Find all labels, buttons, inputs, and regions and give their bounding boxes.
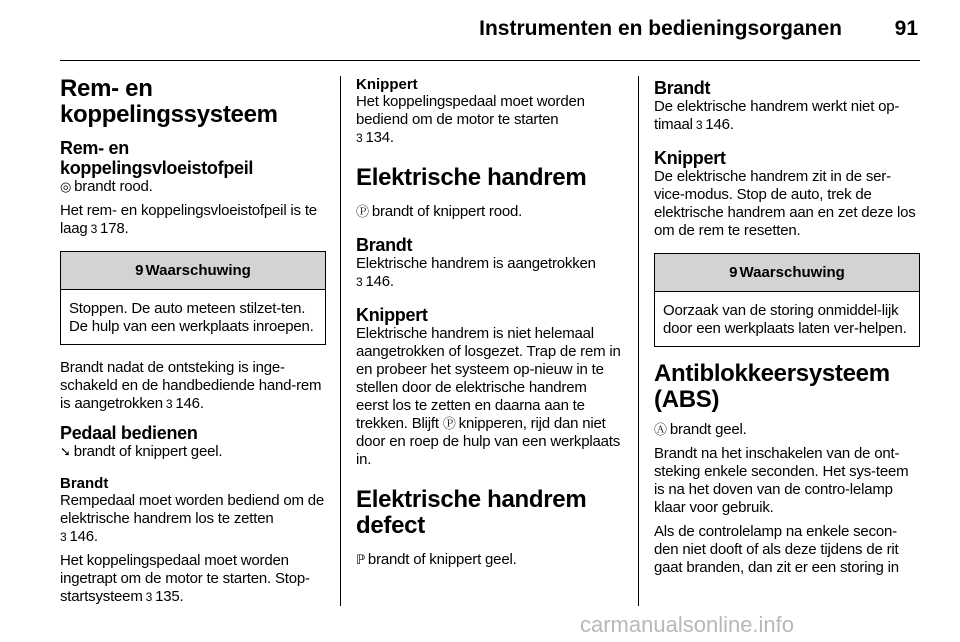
section-heading-defect: Elektrische handrem defect — [356, 486, 587, 539]
label-knippert: Knippert — [356, 76, 418, 93]
warning-triangle-icon: 9 — [135, 262, 144, 279]
abs-text-1: Brandt na het inschakelen van de ont-steking enkele seconden. Het sys-teem is na het doven van de contro-lelamp klaar voor gebruik. — [654, 445, 909, 516]
section-heading: Rem- en koppelingssysteem — [60, 75, 278, 128]
subheading-pedal: Pedaal bedienen — [60, 423, 198, 443]
page-ref-icon: 3 — [90, 222, 98, 236]
abs-text-2: Als de controlelamp na enkele secon-den niet dooft of als deze tijdens de rit gaat branden, dan zit er een storing in — [654, 523, 899, 576]
page-ref-icon: 3 — [356, 131, 363, 145]
section-heading-abs: Antiblokkeersysteem (ABS) — [654, 360, 890, 413]
clutch-text: Het koppelingspedaal moet worden ingetrapt om de motor te starten. Stop-startsysteem 3 135. — [60, 552, 310, 605]
page-ref-icon: 3 — [165, 397, 173, 411]
warning-text: Stoppen. De auto meteen stilzet-ten. De hulp van een werkplaats inroepen. — [69, 300, 314, 335]
page-ref-icon: 3 — [695, 118, 703, 132]
label-brandt: Brandt — [60, 475, 109, 492]
column-divider — [638, 76, 639, 606]
parking-brake-fault-icon: ℙ — [356, 552, 365, 567]
subheading-knippert: Knippert — [356, 305, 428, 325]
page-header — [60, 0, 920, 61]
col3-knippert-text: De elektrische handrem zit in de ser-vice-modus. Stop de auto, trek de elektrische handrem aan en zet deze los om de rem te resetten. — [654, 168, 916, 239]
section-heading-epb: Elektrische handrem — [356, 164, 587, 191]
parking-brake-icon: Ⓟ — [442, 416, 456, 431]
warning-text: Oorzaak van de storing onmiddel-lijk door een werkplaats laten ver-helpen. — [663, 302, 907, 337]
parking-brake-icon: Ⓟ — [356, 204, 369, 219]
brandt-text: Rempedaal moet worden bediend om de elektrische handrem los te zetten 3 146. — [60, 492, 325, 545]
column-3 — [654, 76, 920, 577]
column-divider — [340, 76, 341, 606]
brake-fluid-icon: ◎ — [60, 179, 72, 194]
subheading-brandt: Brandt — [356, 235, 413, 255]
page-title: Instrumenten en bedieningsorganen — [479, 17, 842, 40]
warning-header: 9 Waarschuwing — [61, 252, 325, 290]
defect-indicator-line: ℙ brandt of knippert geel. — [356, 551, 517, 568]
abs-icon: Ⓐ — [654, 422, 667, 437]
fluid-indicator-line: ◎ brandt rood. — [60, 178, 153, 195]
warning-header: 9 Waarschuwing — [655, 254, 919, 292]
watermark: carmanualsonline.info — [580, 612, 795, 637]
col3-brandt-text: De elektrische handrem werkt niet op-timaal 3 146. — [654, 98, 900, 133]
after-text: Brandt nadat de ontsteking is inge-schakeld en de handbediende hand-rem is aangetrokken 3 146. — [60, 359, 322, 412]
abs-indicator-line: Ⓐ brandt geel. — [654, 421, 747, 438]
page-ref-icon: 3 — [356, 275, 363, 289]
fluid-text: Het rem- en koppelingsvloeistofpeil is te laag 3 178. — [60, 202, 317, 237]
epb-knippert-text: Elektrische handrem is niet helemaal aangetrokken of losgezet. Trap de rem in en probeer het systeem op-nieuw in te stellen door de elektrische handrem eerst los te zetten en daarna aan te trekken. Blijft Ⓟ knipperen, rijd dan niet door en roep de hulp van een werkplaats in. — [356, 325, 621, 468]
warning-box — [60, 251, 326, 345]
warning-box — [654, 253, 920, 347]
epb-indicator-line: Ⓟ brandt of knippert rood. — [356, 203, 523, 220]
knippert-text: Het koppelingspedaal moet worden bediend om de motor te starten 3 134. — [356, 93, 585, 146]
subheading-brandt: Brandt — [654, 78, 711, 98]
page-ref-icon: 3 — [145, 590, 153, 604]
warning-triangle-icon: 9 — [729, 264, 738, 281]
subheading-knippert: Knippert — [654, 148, 726, 168]
epb-brandt-text: Elektrische handrem is aangetrokken 3 146. — [356, 255, 596, 290]
page-number: 91 — [894, 17, 918, 40]
column-2 — [356, 76, 622, 569]
subheading-fluid: Rem- en koppelingsvloeistofpeil — [60, 138, 254, 178]
pedal-indicator-line: ➘ brandt of knippert geel. — [60, 443, 223, 460]
page-ref-icon: 3 — [60, 530, 67, 544]
pedal-icon: ➘ — [60, 444, 71, 459]
column-1 — [60, 76, 326, 606]
